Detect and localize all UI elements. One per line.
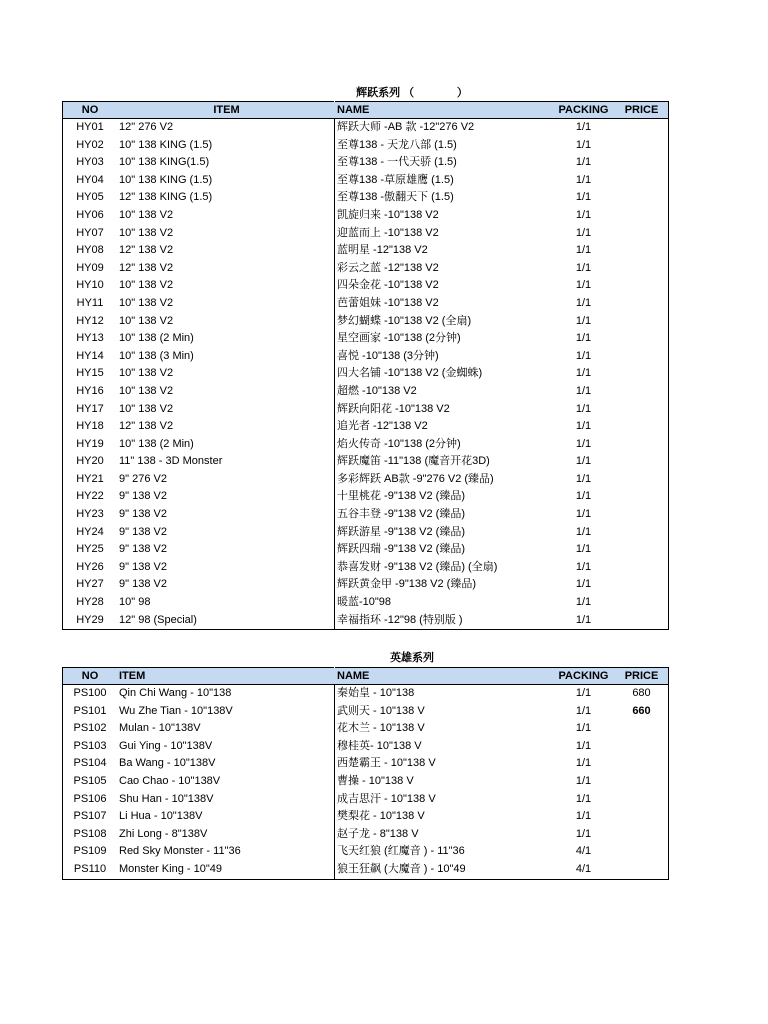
table-row — [63, 295, 669, 313]
cell-packing: 1/1 — [575, 490, 592, 503]
cell-no: PS101 — [73, 704, 107, 717]
product-table-heroes — [62, 667, 669, 880]
cell-name: 西楚霸王 - 10"138 V — [335, 755, 553, 773]
table-row — [63, 137, 669, 155]
table-row — [63, 260, 669, 278]
cell-price — [615, 791, 669, 809]
table-row — [63, 418, 669, 436]
cell-no: HY13 — [76, 332, 104, 345]
cell-name: 超燃 -10"138 V2 — [335, 383, 553, 401]
cell-no: HY22 — [76, 490, 104, 503]
table-body — [63, 119, 669, 630]
header-no: NO — [63, 102, 118, 119]
cell-item: 10" 138 V2 — [119, 314, 174, 327]
cell-name: 暖蓝-10"98 — [335, 594, 553, 612]
cell-no: HY16 — [76, 384, 104, 397]
table-row — [63, 119, 669, 137]
cell-price: 660 — [632, 704, 651, 717]
cell-no: HY18 — [76, 420, 104, 433]
cell-price — [615, 330, 669, 348]
table-row — [63, 401, 669, 419]
cell-name: 武则天 - 10"138 V — [335, 703, 553, 721]
table-row — [63, 436, 669, 454]
cell-price — [615, 436, 669, 454]
cell-no: HY28 — [76, 596, 104, 609]
cell-packing: 1/1 — [575, 704, 592, 717]
table-row — [63, 330, 669, 348]
cell-packing: 1/1 — [575, 810, 592, 823]
cell-item: 9" 138 V2 — [119, 543, 167, 556]
table-row — [63, 773, 669, 791]
cell-name: 穆桂英- 10"138 V — [335, 738, 553, 756]
table-row — [63, 172, 669, 190]
table-header-row — [63, 668, 669, 685]
cell-item: 11" 138 - 3D Monster — [119, 455, 223, 468]
cell-no: PS105 — [73, 774, 107, 787]
cell-item: 9" 138 V2 — [119, 508, 167, 521]
cell-name: 恭喜发财 -9"138 V2 (臻品) (全扇) — [335, 559, 553, 577]
cell-name: 梦幻蝴蝶 -10"138 V2 (全扇) — [335, 313, 553, 331]
cell-no: PS103 — [73, 739, 107, 752]
cell-price — [615, 541, 669, 559]
cell-price — [615, 365, 669, 383]
cell-name: 至尊138 -傲翻天下 (1.5) — [335, 189, 553, 207]
table-row — [63, 365, 669, 383]
cell-packing: 1/1 — [575, 525, 592, 538]
cell-price — [615, 843, 669, 861]
cell-no: PS100 — [73, 687, 107, 699]
cell-name: 曹操 - 10"138 V — [335, 773, 553, 791]
cell-price — [615, 295, 669, 313]
cell-packing: 1/1 — [575, 722, 592, 735]
cell-price — [615, 383, 669, 401]
header-price: PRICE — [615, 668, 669, 685]
cell-price — [615, 172, 669, 190]
section-title-huiyue: 辉跃系列 （ ） — [356, 87, 468, 99]
cell-no: HY29 — [76, 613, 104, 626]
table-row — [63, 313, 669, 331]
cell-no: PS108 — [73, 827, 107, 840]
cell-item: 10" 138 V2 — [119, 367, 174, 380]
cell-packing: 1/1 — [575, 437, 592, 450]
cell-no: PS110 — [73, 862, 107, 875]
table-row — [63, 207, 669, 225]
cell-name: 辉跃游星 -9"138 V2 (臻品) — [335, 524, 553, 542]
cell-no: HY07 — [76, 226, 104, 239]
cell-name: 至尊138 - 一代天骄 (1.5) — [335, 154, 553, 172]
cell-name: 芭蕾姐妹 -10"138 V2 — [335, 295, 553, 313]
cell-name: 辉跃向阳花 -10"138 V2 — [335, 401, 553, 419]
cell-no: HY26 — [76, 560, 104, 573]
cell-price — [615, 260, 669, 278]
cell-name: 四朵金花 -10"138 V2 — [335, 277, 553, 295]
cell-no: HY14 — [76, 349, 104, 362]
table-row — [63, 189, 669, 207]
cell-item: Mulan - 10"138V — [119, 722, 201, 735]
table-row — [63, 541, 669, 559]
cell-price — [615, 189, 669, 207]
cell-no: HY12 — [76, 314, 104, 327]
table-header-row — [63, 102, 669, 119]
table-row — [63, 612, 669, 630]
table-row — [63, 861, 669, 879]
table-row — [63, 488, 669, 506]
cell-price — [615, 612, 669, 630]
cell-item: Wu Zhe Tian - 10"138V — [119, 704, 233, 717]
cell-packing: 1/1 — [575, 367, 592, 380]
cell-name: 凯旋归来 -10"138 V2 — [335, 207, 553, 225]
table-row — [63, 277, 669, 295]
cell-name: 樊梨花 - 10"138 V — [335, 808, 553, 826]
cell-packing: 1/1 — [575, 138, 592, 151]
cell-item: Red Sky Monster - 11"36 — [119, 845, 241, 858]
cell-item: 10" 138 KING (1.5) — [119, 173, 213, 186]
cell-no: PS104 — [73, 757, 107, 770]
cell-name: 多彩辉跃 AB款 -9"276 V2 (臻品) — [335, 471, 553, 489]
cell-price — [615, 524, 669, 542]
cell-packing: 1/1 — [575, 596, 592, 609]
cell-name: 成吉思汗 - 10"138 V — [335, 791, 553, 809]
cell-price — [615, 773, 669, 791]
cell-name: 追光者 -12"138 V2 — [335, 418, 553, 436]
cell-item: 12" 138 V2 — [119, 420, 174, 433]
cell-name: 蓝明星 -12"138 V2 — [335, 242, 553, 260]
cell-packing: 1/1 — [575, 402, 592, 415]
cell-item: Ba Wang - 10"138V — [119, 757, 216, 770]
cell-item: Zhi Long - 8"138V — [119, 827, 208, 840]
cell-name: 秦始皇 - 10"138 — [335, 685, 553, 703]
cell-price — [615, 154, 669, 172]
cell-item: 12" 138 V2 — [119, 261, 174, 274]
header-name: NAME — [335, 668, 553, 685]
table-row — [63, 685, 669, 703]
cell-packing: 1/1 — [575, 508, 592, 521]
cell-price — [615, 826, 669, 844]
table-row — [63, 453, 669, 471]
cell-no: HY06 — [76, 208, 104, 221]
cell-packing: 1/1 — [575, 455, 592, 468]
product-table-huiyue — [62, 101, 669, 630]
cell-item: 10" 138 V2 — [119, 296, 174, 309]
cell-item: 10" 138 V2 — [119, 402, 174, 415]
cell-name: 十里桃花 -9"138 V2 (臻品) — [335, 488, 553, 506]
cell-price — [615, 808, 669, 826]
header-packing: PACKING — [552, 102, 615, 119]
cell-price — [615, 576, 669, 594]
header-no: NO — [63, 668, 118, 685]
cell-price — [615, 119, 669, 137]
header-price: PRICE — [615, 102, 669, 119]
cell-item: 9" 138 V2 — [119, 525, 167, 538]
cell-item: 10" 138 V2 — [119, 279, 174, 292]
cell-packing: 1/1 — [575, 332, 592, 345]
cell-name: 幸福指环 -12"98 (特别版 ) — [335, 612, 553, 630]
cell-packing: 4/1 — [575, 862, 592, 875]
cell-no: HY25 — [76, 543, 104, 556]
cell-name: 狼王狂飙 (大魔音 ) - 10"49 — [335, 861, 553, 879]
cell-packing: 1/1 — [575, 296, 592, 309]
table-row — [63, 348, 669, 366]
cell-item: 12" 98 (Special) — [119, 613, 197, 626]
cell-packing: 1/1 — [575, 208, 592, 221]
cell-price — [615, 453, 669, 471]
cell-no: HY09 — [76, 261, 104, 274]
header-item: ITEM — [117, 102, 335, 119]
cell-item: Cao Chao - 10"138V — [119, 774, 221, 787]
cell-name: 辉跃四瑞 -9"138 V2 (臻品) — [335, 541, 553, 559]
header-packing: PACKING — [552, 668, 615, 685]
cell-item: 10" 138 V2 — [119, 384, 174, 397]
cell-price — [615, 506, 669, 524]
cell-name: 辉跃大师 -AB 款 -12"276 V2 — [335, 119, 553, 137]
table-row — [63, 808, 669, 826]
cell-name: 五谷丰登 -9"138 V2 (臻品) — [335, 506, 553, 524]
cell-packing: 1/1 — [575, 121, 592, 133]
cell-price — [615, 720, 669, 738]
cell-item: 10" 138 KING (1.5) — [119, 138, 213, 151]
cell-item: 10" 138 V2 — [119, 208, 174, 221]
cell-name: 焰火传奇 -10"138 (2分钟) — [335, 436, 553, 454]
cell-price — [615, 559, 669, 577]
cell-no: HY24 — [76, 525, 104, 538]
table-row — [63, 225, 669, 243]
table-row — [63, 154, 669, 172]
cell-no: HY08 — [76, 244, 104, 257]
cell-packing: 1/1 — [575, 156, 592, 169]
cell-no: HY15 — [76, 367, 104, 380]
cell-no: HY19 — [76, 437, 104, 450]
cell-no: HY21 — [76, 472, 104, 485]
header-item: ITEM — [117, 668, 335, 685]
cell-price — [615, 313, 669, 331]
cell-name: 飞天红狼 (红魔音 ) - 11"36 — [335, 843, 553, 861]
table-row — [63, 506, 669, 524]
cell-packing: 1/1 — [575, 349, 592, 362]
cell-packing: 1/1 — [575, 774, 592, 787]
cell-no: PS106 — [73, 792, 107, 805]
cell-item: 10" 98 — [119, 596, 151, 609]
cell-name: 星空画家 -10"138 (2分钟) — [335, 330, 553, 348]
cell-packing: 1/1 — [575, 173, 592, 186]
cell-no: HY02 — [76, 138, 104, 151]
table-row — [63, 791, 669, 809]
table-row — [63, 471, 669, 489]
table-row — [63, 720, 669, 738]
cell-packing: 1/1 — [575, 827, 592, 840]
cell-price: 680 — [632, 687, 651, 699]
table-row — [63, 383, 669, 401]
table-row — [63, 738, 669, 756]
cell-packing: 1/1 — [575, 226, 592, 239]
cell-packing: 1/1 — [575, 420, 592, 433]
cell-item: 10" 138 (2 Min) — [119, 332, 194, 345]
table-row — [63, 594, 669, 612]
cell-item: Monster King - 10"49 — [119, 862, 222, 875]
cell-name: 至尊138 -草原雄鹰 (1.5) — [335, 172, 553, 190]
cell-packing: 1/1 — [575, 578, 592, 591]
cell-price — [615, 418, 669, 436]
cell-packing: 4/1 — [575, 845, 592, 858]
cell-packing: 1/1 — [575, 792, 592, 805]
cell-item: 10" 138 KING(1.5) — [119, 156, 210, 169]
cell-packing: 1/1 — [575, 384, 592, 397]
cell-name: 喜悦 -10"138 (3分钟) — [335, 348, 553, 366]
cell-name: 辉跃魔笛 -11"138 (魔音开花3D) — [335, 453, 553, 471]
cell-price — [615, 401, 669, 419]
cell-no: PS109 — [73, 845, 107, 858]
cell-no: HY05 — [76, 191, 104, 204]
cell-item: 10" 138 V2 — [119, 226, 174, 239]
cell-packing: 1/1 — [575, 687, 592, 699]
cell-price — [615, 277, 669, 295]
cell-item: Li Hua - 10"138V — [119, 810, 203, 823]
cell-no: HY11 — [76, 296, 104, 309]
table-row — [63, 242, 669, 260]
cell-item: 10" 138 (2 Min) — [119, 437, 194, 450]
table-row — [63, 703, 669, 721]
table-body — [63, 685, 669, 880]
cell-packing: 1/1 — [575, 314, 592, 327]
cell-price — [615, 348, 669, 366]
cell-name: 赵子龙 - 8"138 V — [335, 826, 553, 844]
cell-no: HY27 — [76, 578, 104, 591]
cell-item: Qin Chi Wang - 10"138 — [119, 687, 232, 699]
cell-item: 9" 276 V2 — [119, 472, 167, 485]
cell-packing: 1/1 — [575, 543, 592, 556]
cell-packing: 1/1 — [575, 560, 592, 573]
cell-name: 辉跃黄金甲 -9"138 V2 (臻品) — [335, 576, 553, 594]
cell-price — [615, 738, 669, 756]
cell-price — [615, 861, 669, 879]
cell-no: HY10 — [76, 279, 104, 292]
cell-price — [615, 755, 669, 773]
cell-name: 花木兰 - 10"138 V — [335, 720, 553, 738]
cell-item: 12" 138 V2 — [119, 244, 174, 257]
table-row — [63, 576, 669, 594]
cell-item: Shu Han - 10"138V — [119, 792, 214, 805]
cell-no: HY23 — [76, 508, 104, 521]
cell-price — [615, 207, 669, 225]
table-row — [63, 755, 669, 773]
cell-item: 12" 138 KING (1.5) — [119, 191, 213, 204]
cell-price — [615, 594, 669, 612]
table-row — [63, 826, 669, 844]
cell-item: 9" 138 V2 — [119, 560, 167, 573]
cell-name: 迎蓝而上 -10"138 V2 — [335, 225, 553, 243]
cell-packing: 1/1 — [575, 613, 592, 626]
cell-item: Gui Ying - 10"138V — [119, 739, 213, 752]
cell-item: 9" 138 V2 — [119, 578, 167, 591]
table-row — [63, 559, 669, 577]
cell-packing: 1/1 — [575, 261, 592, 274]
cell-price — [615, 137, 669, 155]
cell-no: HY20 — [76, 455, 104, 468]
cell-price — [615, 225, 669, 243]
cell-no: HY04 — [76, 173, 104, 186]
cell-name: 至尊138 - 天龙八部 (1.5) — [335, 137, 553, 155]
cell-price — [615, 488, 669, 506]
cell-name: 彩云之蓝 -12"138 V2 — [335, 260, 553, 278]
section-title-heroes: 英雄系列 — [390, 652, 434, 664]
header-name: NAME — [335, 102, 553, 119]
cell-item: 12" 276 V2 — [119, 121, 174, 133]
cell-name: 四大名铺 -10"138 V2 (金蜘蛛) — [335, 365, 553, 383]
cell-packing: 1/1 — [575, 279, 592, 292]
cell-no: PS107 — [73, 810, 107, 823]
cell-packing: 1/1 — [575, 244, 592, 257]
cell-item: 9" 138 V2 — [119, 490, 167, 503]
cell-no: HY17 — [76, 402, 104, 415]
cell-no: HY01 — [76, 121, 104, 133]
table-row — [63, 524, 669, 542]
cell-price — [615, 242, 669, 260]
cell-packing: 1/1 — [575, 472, 592, 485]
table-row — [63, 843, 669, 861]
cell-packing: 1/1 — [575, 739, 592, 752]
cell-item: 10" 138 (3 Min) — [119, 349, 194, 362]
cell-packing: 1/1 — [575, 757, 592, 770]
cell-packing: 1/1 — [575, 191, 592, 204]
cell-no: HY03 — [76, 156, 104, 169]
cell-price — [615, 471, 669, 489]
cell-no: PS102 — [73, 722, 107, 735]
